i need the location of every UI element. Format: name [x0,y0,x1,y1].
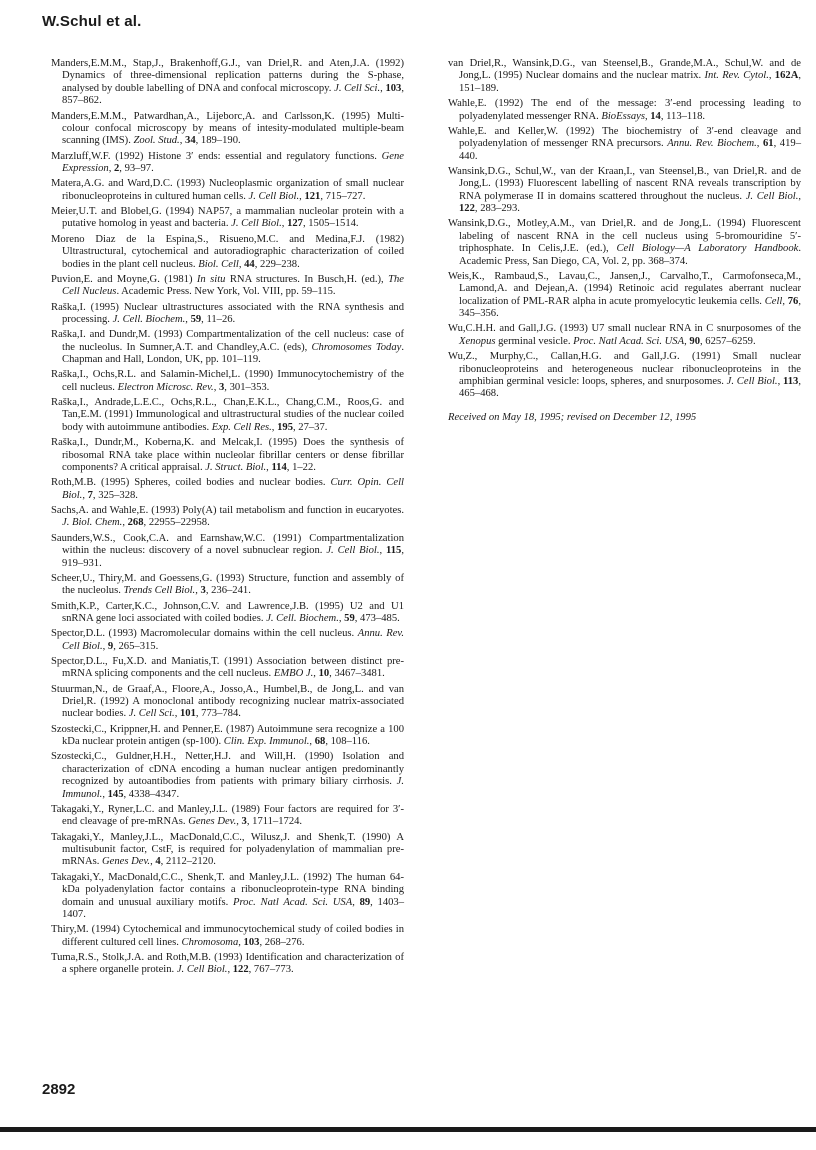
reference-entry: Wu,Z., Murphy,C., Callan,H.G. and Gall,J.G. (1991) Small nuclear ribonucleoproteins and heterogeneous nuclear ribonucleoproteins in the amphibian germinal vesicle: loops, spheres, and snurposomes. J. Cell Biol., 113, 465–468. [448,351,801,400]
reference-entry: Szostecki,C., Guldner,H.H., Netter,H.J. and Will,H. (1990) Isolation and characterization of cDNA encoding a human nuclear antigen predominantly recognized by autoantibodies from patients with primary biliary cirrhosis. J. Immunol., 145, 4338–4347. [51,751,404,800]
references-right-list [448,58,801,401]
reference-entry: Takagaki,Y., Ryner,L.C. and Manley,J.L. (1989) Four factors are required for 3′-end cleavage of pre-mRNAs. Genes Dev., 3, 1711–1724. [51,803,404,828]
reference-entry: Raška,I., Ochs,R.L. and Salamin-Michel,L. (1990) Immunocytochemistry of the cell nucleus. Electron Microsc. Rev., 3, 301–353. [51,369,404,393]
reference-entry: van Driel,R., Wansink,D.G., van Steensel,B., Grande,M.A., Schul,W. and de Jong,L. (1995) Nuclear domains and the nuclear matrix. Int. Rev. Cytol., 162A, 151–189. [448,58,801,94]
reference-entry: Wansink,D.G., Motley,A.M., van Driel,R. and de Jong,L. (1994) Fluorescent labeling of nascent RNA in the cell nucleus using 5-bromouridine 5′-triphosphate. In Celis,J.E. (ed.), Cell Biology—A Laboratory Handbook. Academic Press, San Diego, CA, Vol. 2, pp. 368–374. [448,218,801,267]
received-note: Received on May 18, 1995; revised on December 12, 1995 [448,411,697,423]
reference-entry: Spector,D.L. (1993) Macromolecular domains within the cell nucleus. Annu. Rev. Cell Biol., 9, 265–315. [51,628,404,652]
reference-entry: Raška,I. (1995) Nuclear ultrastructures associated with the RNA synthesis and processing. J. Cell. Biochem., 59, 11–26. [51,301,404,325]
reference-entry: Smith,K.P., Carter,K.C., Johnson,C.V. and Lawrence,J.B. (1995) U2 and U1 snRNA gene loci associated with coiled bodies. J. Cell. Biochem., 59, 473–485. [51,600,404,624]
reference-entry: Szostecki,C., Krippner,H. and Penner,E. (1987) Autoimmune sera recognize a 100 kDa nuclear protein antigen (sp-100). Clin. Exp. Immunol., 68, 108–116. [51,723,404,748]
reference-entry: Saunders,W.S., Cook,C.A. and Earnshaw,W.C. (1991) Compartmentalization within the nucleus: discovery of a novel subnuclear region. J. Cell Biol., 115, 919–931. [51,532,404,569]
page-number: 2892 [42,1081,76,1098]
reference-entry: Thiry,M. (1994) Cytochemical and immunocytochemical study of coiled bodies in different cultured cell lines. Chromosoma, 103, 268–276. [51,924,404,948]
reference-entry: Manders,E.M.M., Patwardhan,A., Lijeborc,A. and Carlsson,K. (1995) Multi-colour confocal microscopy by means of intesity-modulated multiple-beam scanning (IMS). Zool. Stud., 34, 189–190. [51,110,404,147]
reference-entry: Weis,K., Rambaud,S., Lavau,C., Jansen,J., Carvalho,T., Carmofonseca,M., Lamond,A. and Dejean,A. (1994) Retinoic acid regulates aberrant nuclear localization of PML-RAR alpha in acute promyelocytic leukemia cells. Cell, 76, 345–356. [448,270,801,320]
reference-entry: Spector,D.L., Fu,X.D. and Maniatis,T. (1991) Association between distinct pre-mRNA splicing components and the cell nucleus. EMBO J., 10, 3467–3481. [51,655,404,680]
reference-entry: Roth,M.B. (1995) Spheres, coiled bodies and nuclear bodies. Curr. Opin. Cell Biol., 7, 325–328. [51,477,404,501]
reference-entry: Moreno Diaz de la Espina,S., Risueno,M.C. and Medina,F.J. (1982) Ultrastructural, cytochemical and autoradiographic characterization of coiled bodies in the plant cell nucleus. Biol. Cell, 44, 229–238. [51,233,404,270]
reference-entry: Meier,U.T. and Blobel,G. (1994) NAP57, a mammalian nucleolar protein with a putative homolog in yeast and bacteria. J. Cell Biol., 127, 1505–1514. [51,206,404,230]
footer-rule [0,1127,816,1132]
reference-entry: Raška,I., Andrade,L.E.C., Ochs,R.L., Chan,E.K.L., Chang,C.M., Roos,G. and Tan,E.M. (1991) Immunological and ultrastructural studies of the nuclear coiled body with autoimmune antibodies. Exp. Cell Res., 195, 27–37. [51,397,404,433]
reference-entry: Wu,C.H.H. and Gall,J.G. (1993) U7 small nuclear RNA in C snurposomes of the Xenopus germinal vesicle. Proc. Natl Acad. Sci. USA, 90, 6257–6259. [448,323,801,347]
reference-entry: Wansink,D.G., Schul,W., van der Kraan,I., van Steensel,B., van Driel,R. and de Jong,L. (1993) Fluorescent labelling of nascent RNA reveals transcription by RNA polymerase II in domains scattered throughout the nucleus. J. Cell Biol., 122, 283–293. [448,165,801,215]
reference-entry: Takagaki,Y., Manley,J.L., MacDonald,C.C., Wilusz,J. and Shenk,T. (1990) A multisubunit factor, CstF, is required for polyadenylation of mammalian pre-mRNAs. Genes Dev., 4, 2112–2120. [51,831,404,868]
reference-entry: Sachs,A. and Wahle,E. (1993) Poly(A) tail metabolism and function in eucaryotes. J. Biol. Chem., 268, 22955–22958. [51,504,404,529]
reference-entry: Tuma,R.S., Stolk,J.A. and Roth,M.B. (1993) Identification and characterization of a sphere organelle protein. J. Cell Biol., 122, 767–773. [51,951,404,976]
reference-entry: Wahle,E. and Keller,W. (1992) The biochemistry of 3′-end cleavage and polyadenylation of messenger RNA precursors. Annu. Rev. Biochem., 61, 419–440. [448,125,801,162]
reference-entry: Raška,I., Dundr,M., Koberna,K. and Melcak,I. (1995) Does the synthesis of ribosomal RNA take place within nucleolar fibrillar centers or dense fibrillar components? A critical appraisal. J. Struct. Biol., 114, 1–22. [51,437,404,473]
reference-entry: Stuurman,N., de Graaf,A., Floore,A., Josso,A., Humbel,B., de Jong,L. and van Driel,R. (1992) A monoclonal antibody recognizing nuclear matrix-associated nuclear bodies. J. Cell Sci., 101, 773–784. [51,683,404,720]
reference-entry: Matera,A.G. and Ward,D.C. (1993) Nucleoplasmic organization of small nuclear ribonucleoproteins in cultured human cells. J. Cell Biol., 121, 715–727. [51,178,404,202]
references-right-column [448,58,801,424]
reference-entry: Manders,E.M.M., Stap,J., Brakenhoff,G.J., van Driel,R. and Aten,J.A. (1992) Dynamics of three-dimensional replication patterns during the S-phase, analysed by double labelling of DNA and confocal microscopy. J. Cell Sci., 103, 857–862. [51,58,404,107]
reference-entry: Wahle,E. (1992) The end of the message: 3′-end processing leading to polyadenylated messenger RNA. BioEssays, 14, 113–118. [448,98,801,122]
reference-entry: Takagaki,Y., MacDonald,C.C., Shenk,T. and Manley,J.L. (1992) The human 64-kDa polyadenylation factor contains a ribonucleoprotein-type RNA binding domain and unusual auxiliary motifs. Proc. Natl Acad. Sci. USA, 89, 1403–1407. [51,871,405,920]
reference-entry: Puvion,E. and Moyne,G. (1981) In situ RNA structures. In Busch,H. (ed.), The Cell Nucleus. Academic Press. New York, Vol. VIII, pp. 59–115. [51,273,404,298]
reference-entry: Scheer,U., Thiry,M. and Goessens,G. (1993) Structure, function and assembly of the nucleolus. Trends Cell Biol., 3, 236–241. [51,572,404,597]
reference-entry: Marzluff,W.F. (1992) Histone 3′ ends: essential and regulatory functions. Gene Expression, 2, 93–97. [51,150,404,175]
references-left-column [51,58,404,980]
reference-entry: Raška,I. and Dundr,M. (1993) Compartmentalization of the cell nucleus: case of the nucleolus. In Sumner,A.T. and Chandley,A.C. (eds), Chromosomes Today. Chapman and Hall, London, UK, pp. 101–119. [51,329,404,366]
running-header: W.Schul et al. [42,13,142,30]
